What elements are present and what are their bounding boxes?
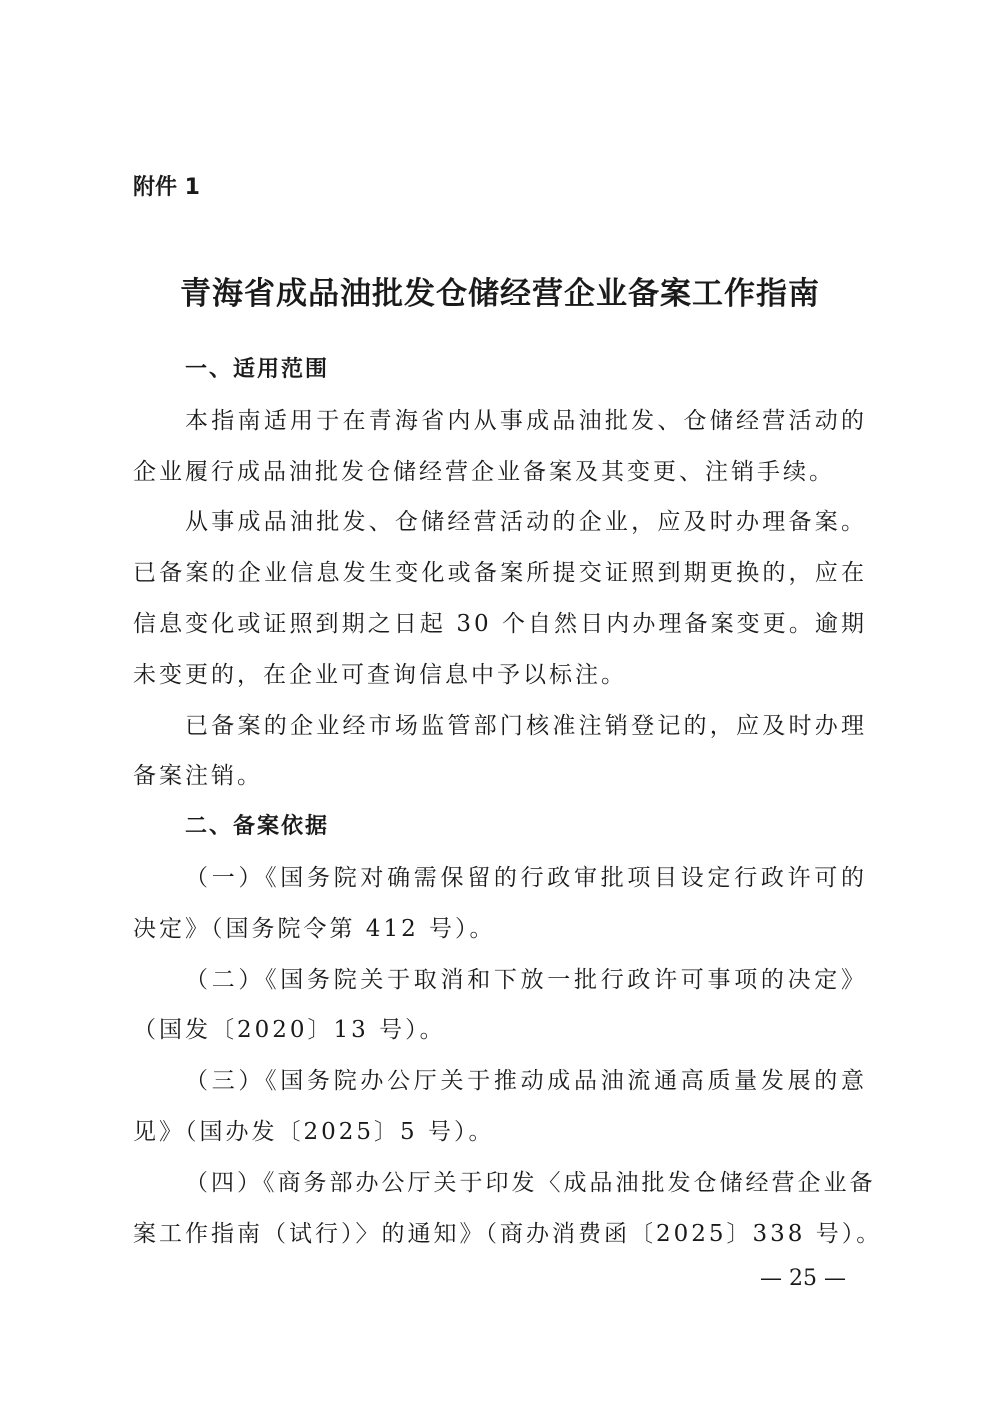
paragraph-line: （二）《国务院关于取消和下放一批行政许可事项的决定》 — [185, 966, 867, 993]
paragraph-line: 本指南适用于在青海省内从事成品油批发、仓储经营活动的 — [185, 407, 867, 434]
section-heading: 二、备案依据 — [185, 814, 330, 840]
paragraph-line: （国发〔2020〕13 号）。 — [133, 1017, 446, 1044]
paragraph-line: 企业履行成品油批发仓储经营企业备案及其变更、注销手续。 — [133, 458, 835, 485]
paragraph-line: 信息变化或证照到期之日起 30 个自然日内办理备案变更。逾期 — [133, 610, 867, 637]
paragraph-line: 备案注销。 — [133, 763, 263, 790]
paragraph-line: 已备案的企业信息发生变化或备案所提交证照到期更换的，应在 — [133, 560, 867, 587]
paragraph-line: 从事成品油批发、仓储经营活动的企业，应及时办理备案。 — [185, 509, 867, 536]
attachment-label: 附件 1 — [133, 175, 200, 200]
document-title: 青海省成品油批发仓储经营企业备案工作指南 — [180, 276, 820, 312]
section-heading: 一、适用范围 — [185, 357, 330, 382]
page-number: — 25 — — [760, 1266, 846, 1291]
paragraph-line: 决定》（国务院令第 412 号）。 — [133, 915, 496, 942]
document-body — [133, 345, 883, 1259]
paragraph-line: （一）《国务院对确需保留的行政审批项目设定行政许可的 — [185, 864, 867, 891]
paragraph-line: 案工作指南（试行）〉的通知》（商办消费函〔2025〕338 号）。 — [133, 1220, 883, 1247]
paragraph-line: 未变更的，在企业可查询信息中予以标注。 — [133, 661, 627, 688]
paragraph-line: （三）《国务院办公厅关于推动成品油流通高质量发展的意 — [185, 1068, 867, 1095]
paragraph-line: （四）《商务部办公厅关于印发〈成品油批发仓储经营企业备 — [185, 1169, 876, 1196]
paragraph-line: 已备案的企业经市场监管部门核准注销登记的，应及时办理 — [185, 712, 867, 739]
paragraph-line: 见》（国办发〔2025〕5 号）。 — [133, 1118, 495, 1145]
